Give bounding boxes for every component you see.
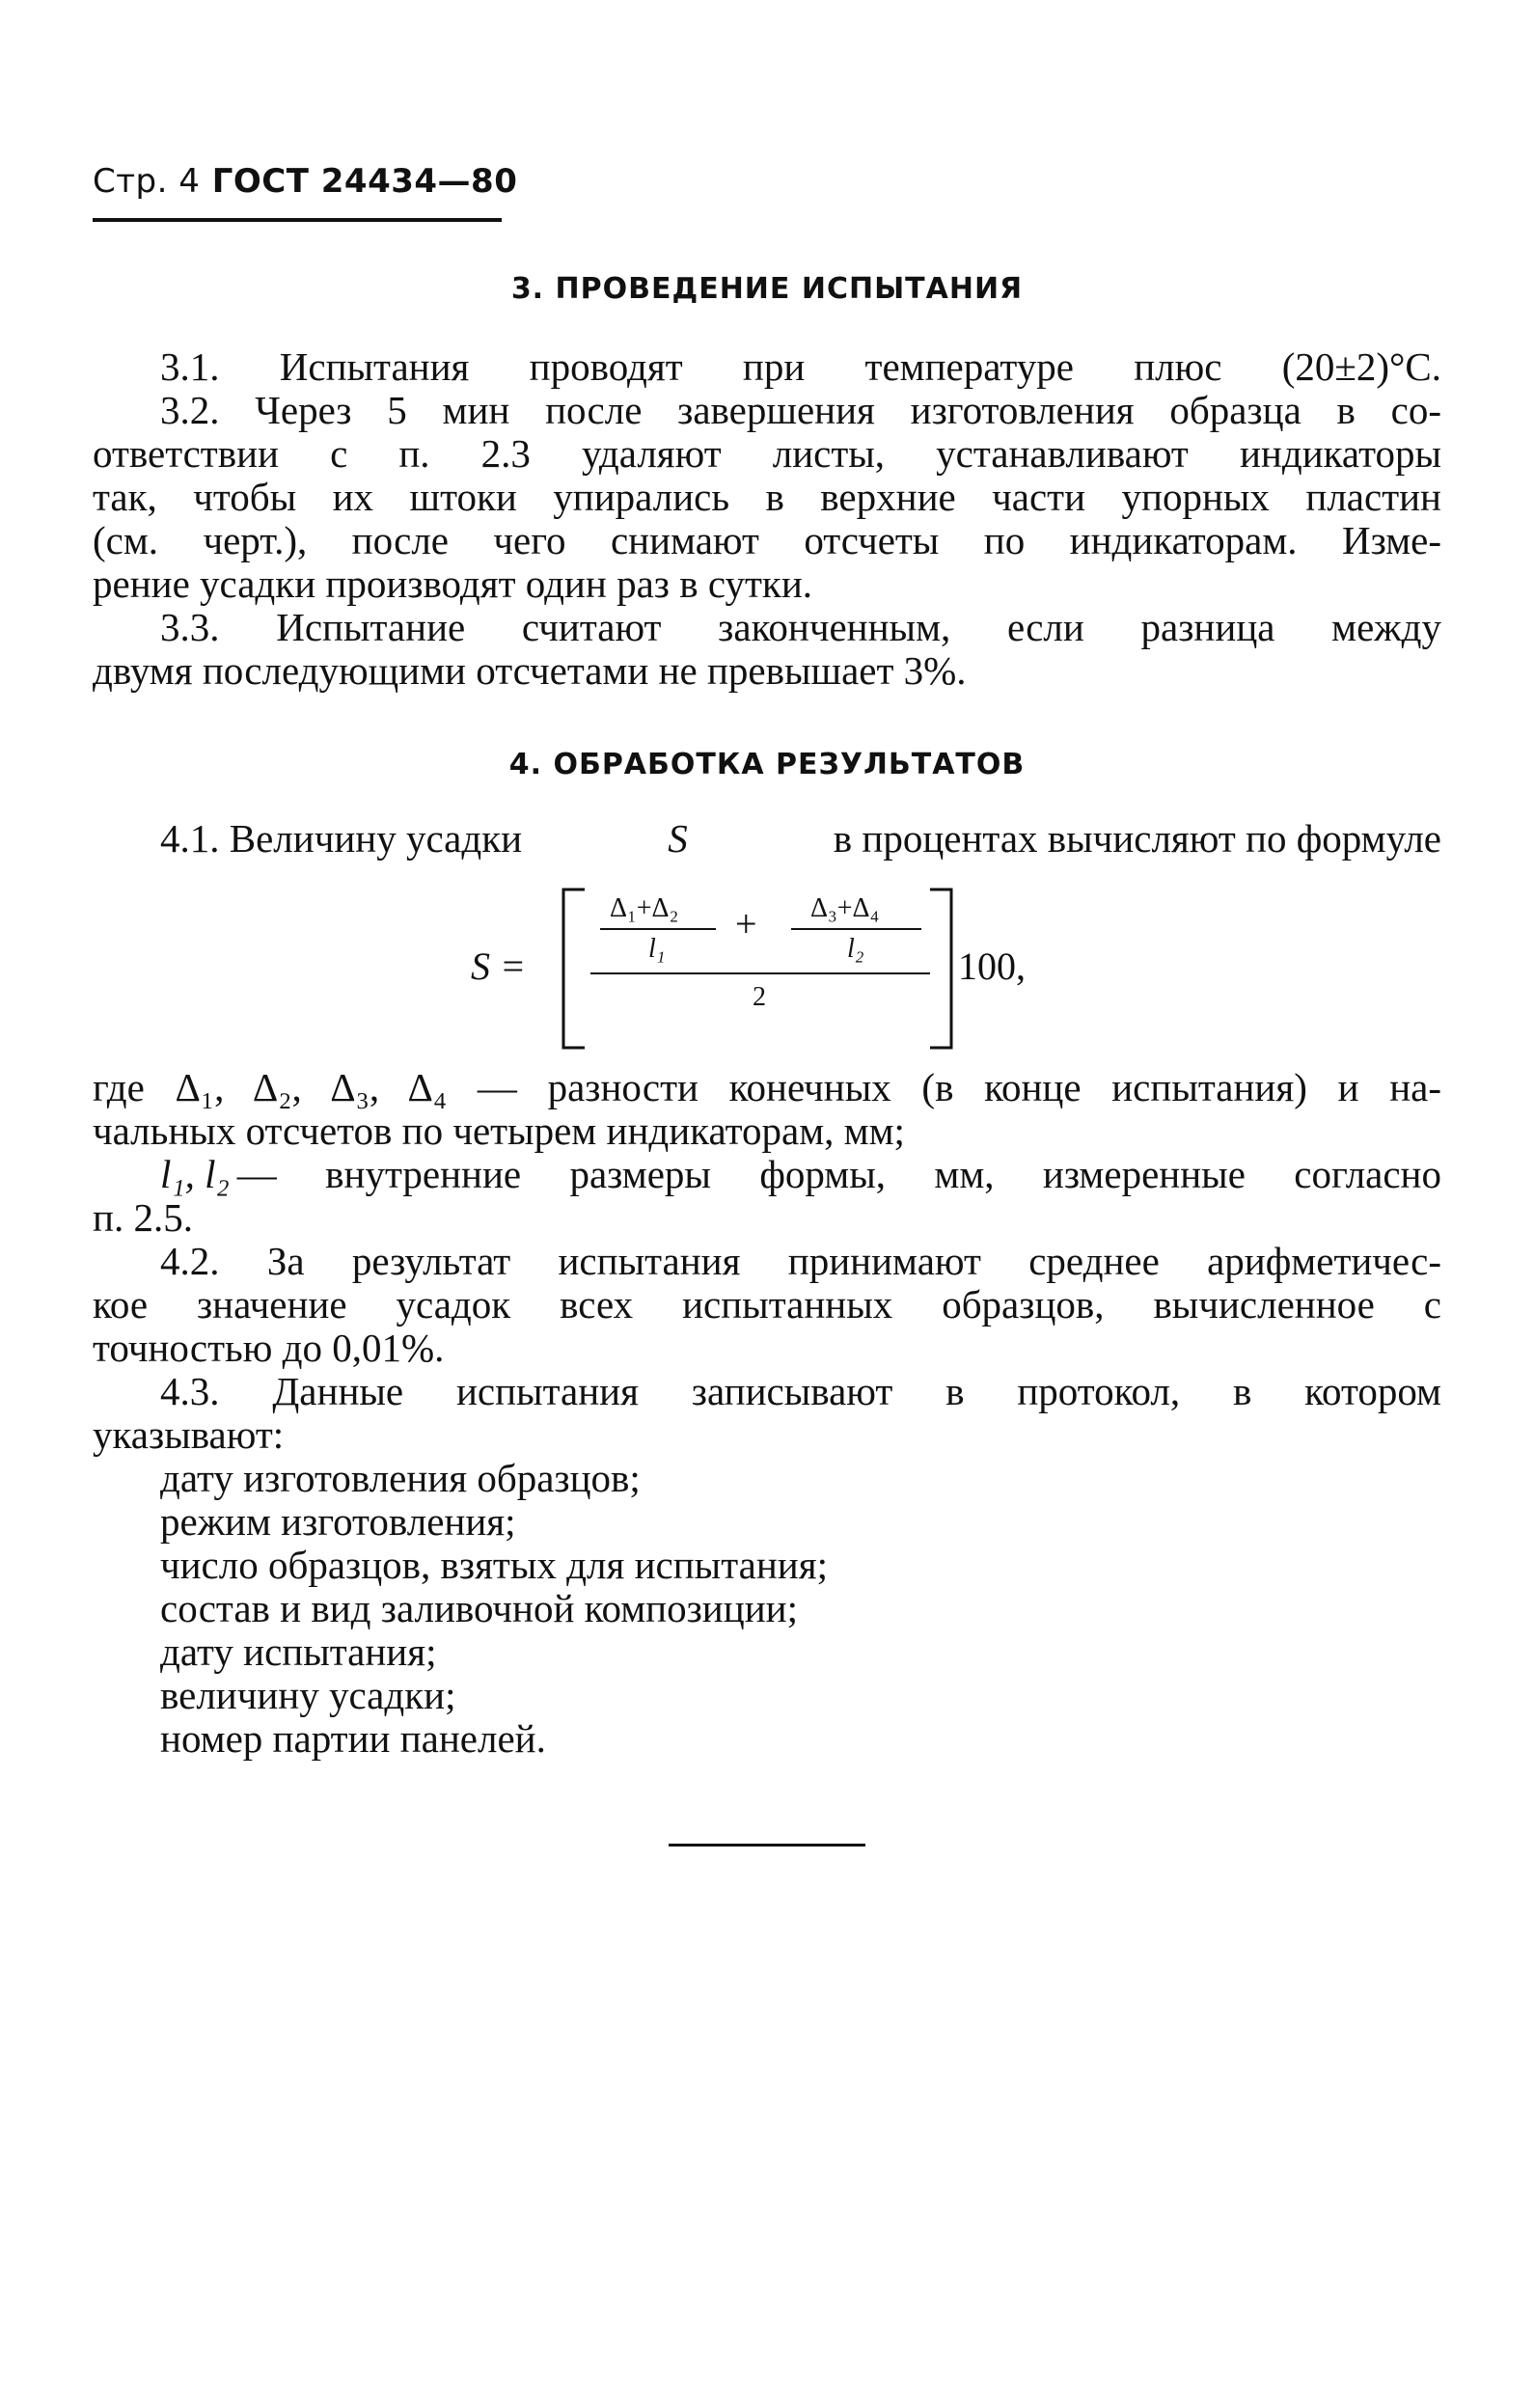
para-4-3-line: 4.3. Данные испытания записывают в протокол, в котором: [160, 1369, 1441, 1413]
list-item: дату изготовления образцов;: [160, 1456, 641, 1500]
list-item: дату испытания;: [160, 1629, 437, 1674]
para-3-2-line: рение усадки производят один раз в сутки.: [93, 561, 813, 606]
main-fraction-bar: [590, 972, 930, 974]
end-rule: [669, 1844, 865, 1847]
list-item: номер партии панелей.: [160, 1716, 546, 1761]
list-item: состав и вид заливочной композиции;: [160, 1586, 798, 1630]
para-4-1-suffix: в процентах вычисляют по формуле: [833, 816, 1441, 861]
para-3-2-line: (см. черт.), после чего снимают отсчеты по индикаторам. Изме-: [93, 518, 1441, 562]
para-3-2-line: 3.2. Через 5 мин после завершения изготовления образца в со-: [160, 388, 1441, 432]
where-line: чальных отсчетов по четырем индикаторам, мм;: [93, 1108, 905, 1153]
para-4-2-line: 4.2. За результат испытания принимают среднее арифметичес-: [160, 1239, 1441, 1283]
para-3-3-line: двумя последующими отсчетами не превышает 3%.: [93, 648, 967, 693]
para-4-2-line: кое значение усадок всех испытанных образцов, вычисленное с: [93, 1282, 1441, 1327]
l-definition-cont: п. 2.5.: [93, 1195, 193, 1240]
list-item: число образцов, взятых для испытания;: [160, 1543, 828, 1587]
right-bracket: [926, 888, 955, 1052]
var-s: S: [668, 816, 688, 861]
para-3-2-line: ответствии с п. 2.3 удаляют листы, устанавливают индикаторы: [93, 431, 1441, 476]
para-3-3-line: 3.3. Испытание считают законченным, если разница между: [160, 605, 1441, 649]
para-4-1: [160, 816, 1441, 861]
formula-lhs: S =: [471, 944, 526, 988]
var-l: l₁, l₂: [160, 1152, 230, 1196]
numerator-1: Δ₁+Δ₂: [610, 893, 679, 923]
denominator-2: l₂: [847, 934, 864, 964]
l-definition-text: — внутренние размеры формы, мм, измеренные согласно: [236, 1152, 1441, 1196]
standard-code: ГОСТ 24434—80: [211, 162, 518, 201]
shrinkage-formula: [463, 876, 1081, 1059]
page-number: Стр. 4: [93, 162, 201, 201]
list-item: величину усадки;: [160, 1673, 456, 1717]
fraction-bar-1: [600, 928, 716, 930]
section-3-heading: 3. ПРОВЕДЕНИЕ ИСПЫТАНИЯ: [510, 272, 1024, 306]
section-4-heading: 4. ОБРАБОТКА РЕЗУЛЬТАТОВ: [508, 748, 1026, 781]
para-4-2-line: точностью до 0,01%.: [93, 1326, 445, 1370]
para-3-2-line: так, чтобы их штоки упирались в верхние части упорных пластин: [93, 475, 1441, 519]
denominator-1: l₁: [648, 934, 666, 964]
multiplier: 100,: [958, 944, 1026, 988]
para-4-3-line: указывают:: [93, 1412, 285, 1457]
numerator-2: Δ₃+Δ₄: [810, 893, 880, 923]
where-line: где Δ₁, Δ₂, Δ₃, Δ₄ — разности конечных (в конце испытания) и на-: [93, 1065, 1441, 1109]
para-4-1-prefix: 4.1. Величину усадки: [160, 816, 523, 861]
page-header: [93, 162, 517, 201]
header-rule: [93, 218, 502, 222]
para-3-1: 3.1. Испытания проводят при температуре плюс (20±2)°С.: [160, 344, 1441, 389]
plus-sign: +: [735, 902, 757, 945]
l-definition: [160, 1152, 1441, 1196]
fraction-bar-2: [791, 928, 921, 930]
left-bracket: [560, 888, 589, 1052]
divisor: 2: [753, 982, 766, 1012]
list-item: режим изготовления;: [160, 1499, 516, 1544]
